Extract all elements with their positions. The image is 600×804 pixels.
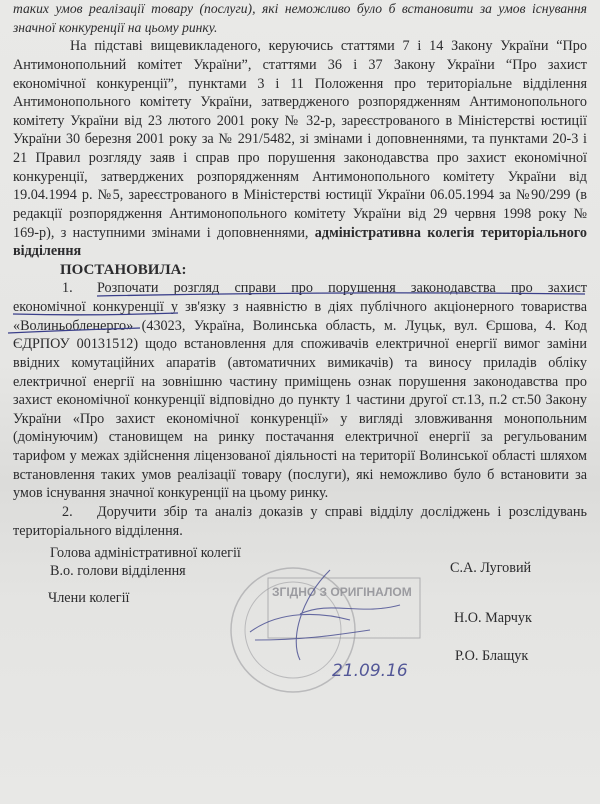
item-2-first-line [13,503,587,522]
basis-line: 21 Правил розгляду заяв і справ про порушення законодавства про захист економічної [13,150,587,166]
basis-line: На підставі вищевикладеного, керуючись статтями 7 і 14 Закону України “Про [70,38,587,55]
item-1-line: (домінуючим) становищем на ринку постачання електричної енергії за регульованим [13,429,587,446]
acting-title: В.о. голови відділення [50,563,186,579]
document-body [13,0,587,540]
member-name: Н.О. Марчук [454,610,532,626]
basis-line: України 30 березня 2001 року за № 291/5482, зі змінами і доповненнями, та пунктами 20-3 і [13,131,587,148]
basis-text: 169-р), з наступними змінами і доповненнями, [13,224,315,241]
copy-stamp-text: ЗГІДНО З ОРИГІНАЛОМ [272,585,412,599]
intro-line: таких умов реалізації товару (послуги), які неможливо було б встановити за умов існування [13,1,587,16]
basis-line: Антимонопольного комітету України, затвердженого розпорядженням Антимонопольного [13,94,587,111]
chair-name: С.А. Луговий [450,560,532,576]
copy-stamp-frame [268,578,420,638]
basis-line: комітету України від 23 лютого 2001 року № 32-р, зареєстрованого в Міністерстві юстиції [13,112,587,129]
signature-mark [250,570,400,660]
member-name: Р.О. Блащук [455,648,529,664]
item-1-line: тарифом у межах здійснення ліцензованої діяльності на території Волинської області шляхом [13,448,587,464]
members-title: Члени колегії [48,590,130,606]
item-1-line: «Волиньобленерго» (43023, Україна, Волинська область, м. Луцьк, вул. Єршова, 4. Код [13,317,587,334]
item-1-line: ввідних комутаційних апаратів (автоматичних вимикачів) та виносу приладів обліку [13,354,587,371]
intro-line: значної конкуренції на цьому ринку. [13,19,218,35]
item-2-line: територіального відділення. [13,522,183,539]
item-1-first-line [13,279,587,298]
item-1-line: умов існування значної конкуренції на цьому ринку. [13,485,329,502]
collegium-name: адміністративна колегія територіального [314,224,587,241]
item-text: Доручити збір та аналіз доказів у справі відділу досліджень і розслідувань [97,503,587,520]
handwritten-date: 21.09.16 [332,661,408,681]
item-text: Розпочати розгляд справи про порушення законодавства про захист [97,280,587,297]
item-1-line: України «Про захист економічної конкуренції» у вигляді зловживання монопольним [13,410,587,427]
item-1-line: економічної конкуренції у зв'язку з наявністю в діях публічного акціонерного товариства [13,299,587,315]
item-number: 2. [62,503,73,520]
basis-line: конкуренції, затверджених розпорядженням Антимонопольного комітету України від [13,168,587,185]
item-1-line: електричної енергії на зовнішню частину приміщень ознак порушення законодавства про [13,373,587,390]
item-1-line: захист економічної конкуренції відповідно до пункту 1 частини другої ст.13, п.2 ст.50 Закону [13,392,587,409]
basis-line [13,224,587,243]
basis-line: 19.04.1994 р. №5, зареєстрованого в Міністерстві юстиції України 06.05.1994 за №90/299 (в [13,187,587,204]
resolution-heading: ПОСТАНОВИЛА: [60,261,187,278]
basis-line: редакції розпорядження Антимонопольного комітету України від 29 червня 1998 року № [13,205,587,222]
item-number: 1. [62,280,73,297]
chair-title: Голова адміністративної колегії [50,545,241,561]
item-1-line: ЄДРПОУ 00131512) щодо встановлення для споживачів електричної енергії вимог заміни [13,336,587,353]
round-seal [231,568,355,692]
basis-line: економічної конкуренції”, пунктами 3 і 11 Положення про територіальне відділення [13,75,587,92]
basis-line: Антимонопольний комітет України”, статтями 36 і 37 Закону України “Про захист [13,56,587,73]
basis-line: відділення [13,243,82,260]
item-1-line: встановлення таких умов реалізації товару (послуги), які неможливо було б встановити за [13,466,587,483]
